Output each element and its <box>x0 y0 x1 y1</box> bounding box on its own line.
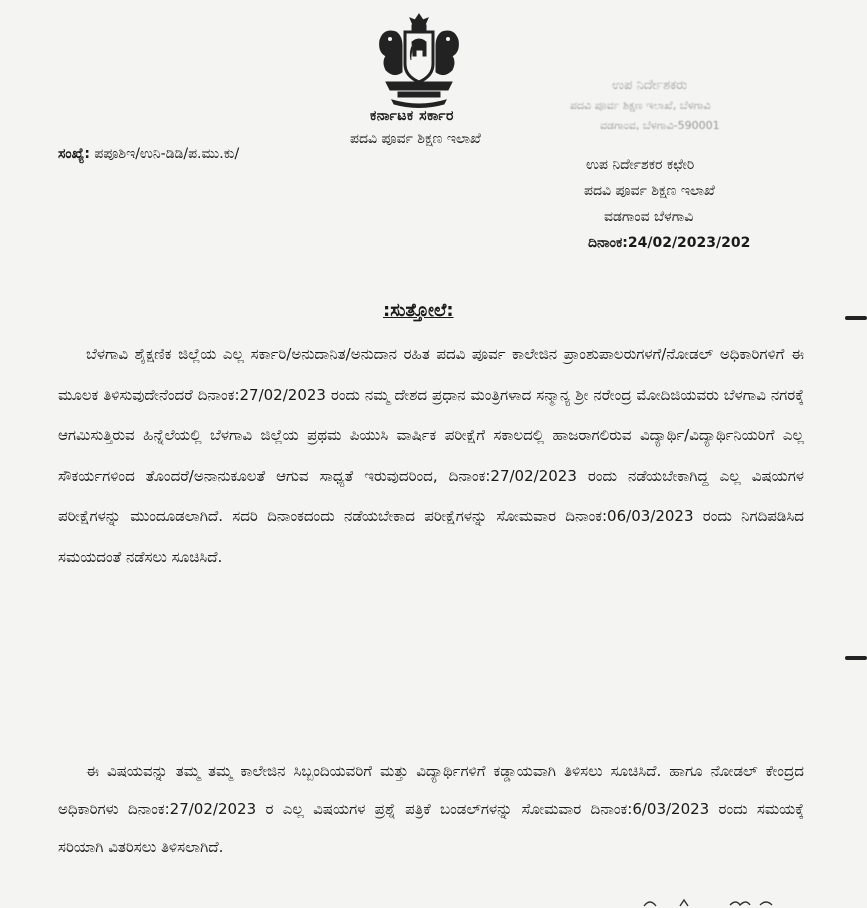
circular-paragraph-2: ಈ ವಿಷಯವನ್ನು ತಮ್ಮ ತಮ್ಮ ಕಾಲೇಜಿನ ಸಿಬ್ಬಂದಿಯವರಿಗೆ ಮತ್ತು ವಿದ್ಯಾರ್ಥಿಗಳಿಗೆ ಕಡ್ಡಾಯವಾಗಿ ತಿಳಿಸಲು ಸೂಚಿಸಿದೆ. ಹಾಗೂ ನೋಡಲ್ ಕೇಂದ್ರದ ಅಧಿಕಾರಿಗಳು ದಿನಾಂಕ:27/02/2023 ರ ಎಲ್ಲ ವಿಷಯಗಳ ಪ್ರಶ್ನೆ ಪತ್ರಿಕೆ ಬಂಡಲ್‌ಗಳನ್ನು ಸೋಮವಾರ ದಿನಾಂಕ:6/03/2023 ರಂದು ಸಮಯಕ್ಕೆ ಸರಿಯಾಗಿ ವಿತರಿಸಲು ತಿಳಿಸಲಾಗಿದೆ. <box>58 762 804 856</box>
reference-value: ಪಪೂಶಿಇ/ಉನಿ-ಡಿಡಿ/ಪ.ಮು.ಕು/ <box>89 146 240 162</box>
office-stamp <box>562 76 777 146</box>
reference-number <box>58 146 239 162</box>
office-line-3: ವಡಗಾಂವ ಬೆಳಗಾವಿ <box>604 209 694 225</box>
stamp-line-1: ಉಪ ನಿರ್ದೇಶಕರು <box>612 78 688 93</box>
scan-edge-mark <box>845 316 867 320</box>
government-name: ಕರ್ನಾಟಕ ಸರ್ಕಾರ <box>370 108 454 124</box>
office-address <box>584 152 750 256</box>
reference-label: ಸಂಖ್ಯೆ: <box>58 146 90 162</box>
circular-heading: :ಸುತ್ತೋಲೆ: <box>383 300 454 321</box>
circular-paragraph-1: ಬೆಳಗಾವಿ ಶೈಕ್ಷಣಿಕ ಜಿಲ್ಲೆಯ ಎಲ್ಲ ಸರ್ಕಾರಿ/ಅನುದಾನಿತ/ಅನುದಾನ ರಹಿತ ಪದವಿ ಪೂರ್ವ ಕಾಲೇಜಿನ ಪ್ರಾಂಶುಪಾಲರುಗಳಗೆ/ನೋಡಲ್ ಅಧಿಕಾರಿಗಳಿಗೆ ಈ ಮೂಲಕ ತಿಳಿಸುವುದೇನೆಂದರೆ ದಿನಾಂಕ:27/02/2023 ರಂದು ನಮ್ಮ ದೇಶದ ಪ್ರಧಾನ ಮಂತ್ರಿಗಳಾದ ಸನ್ಮಾನ್ಯ ಶ್ರೀ ನರೇಂದ್ರ ಮೋದಿಜಿಯವರು ಬೆಳಗಾವಿ ನಗರಕ್ಕೆ ಆಗಮಿಸುತ್ತಿರುವ ಹಿನ್ನೆಲೆಯಲ್ಲಿ ಬೆಳಗಾವಿ ಜಿಲ್ಲೆಯ ಪ್ರಥಮ ಪಿಯುಸಿ ವಾರ್ಷಿಕ ಪರೀಕ್ಷೆಗೆ ಸಕಾಲದಲ್ಲಿ ಹಾಜರಾಗಲಿರುವ ವಿದ್ಯಾರ್ಥಿ/ವಿದ್ಯಾರ್ಥಿನಿಯರಿಗೆ ಎಲ್ಲ ಸೌಕರ್ಯಗಳಿಂದ ತೊಂದರೆ/ಅನಾನುಕೂಲತೆ ಆಗುವ ಸಾಧ್ಯತೆ ಇರುವುದರಿಂದ, ದಿನಾಂಕ:27/02/2023 ರಂದು ನಡೆಯಬೇಕಾಗಿದ್ದ ಎಲ್ಲ ವಿಷಯಗಳ ಪರೀಕ್ಷೆಗಳನ್ನು ಮುಂದೂಡಲಾಗಿದೆ. ಸದರಿ ದಿನಾಂಕದಂದು ನಡೆಯಬೇಕಾದ ಪರೀಕ್ಷೆಗಳನ್ನು ಸೋಮವಾರ ದಿನಾಂಕ:06/03/2023 ರಂದು ನಿಗದಿಪಡಿಸಿದ ಸಮಯದಂತೆ ನಡೆಸಲು ಸೂಚಿಸಿದೆ. <box>58 345 804 566</box>
scan-edge-mark <box>845 656 867 660</box>
signature-fragment <box>640 896 780 908</box>
stamp-line-2: ಪದವಿ ಪೂರ್ವ ಶಿಕ್ಷಣ ಇಲಾಖೆ, ಬೆಳಗಾವಿ <box>570 99 711 112</box>
karnataka-state-emblem-icon <box>372 12 466 108</box>
department-name: ಪದವಿ ಪೂರ್ವ ಶಿಕ್ಷಣ ಇಲಾಖೆ <box>350 131 481 147</box>
office-line-1: ಉಪ ನಿರ್ದೇಶಕರ ಕಛೇರಿ <box>586 157 695 173</box>
stamp-line-3: ವಡಗಾಂವ, ಬೆಳಗಾವಿ-590001 <box>600 119 720 132</box>
office-line-2: ಪದವಿ ಪೂರ್ವ ಶಿಕ್ಷಣ ಇಲಾಖೆ <box>584 183 715 199</box>
document-date: ದಿನಾಂಕ:24/02/2023/202 <box>588 235 751 251</box>
